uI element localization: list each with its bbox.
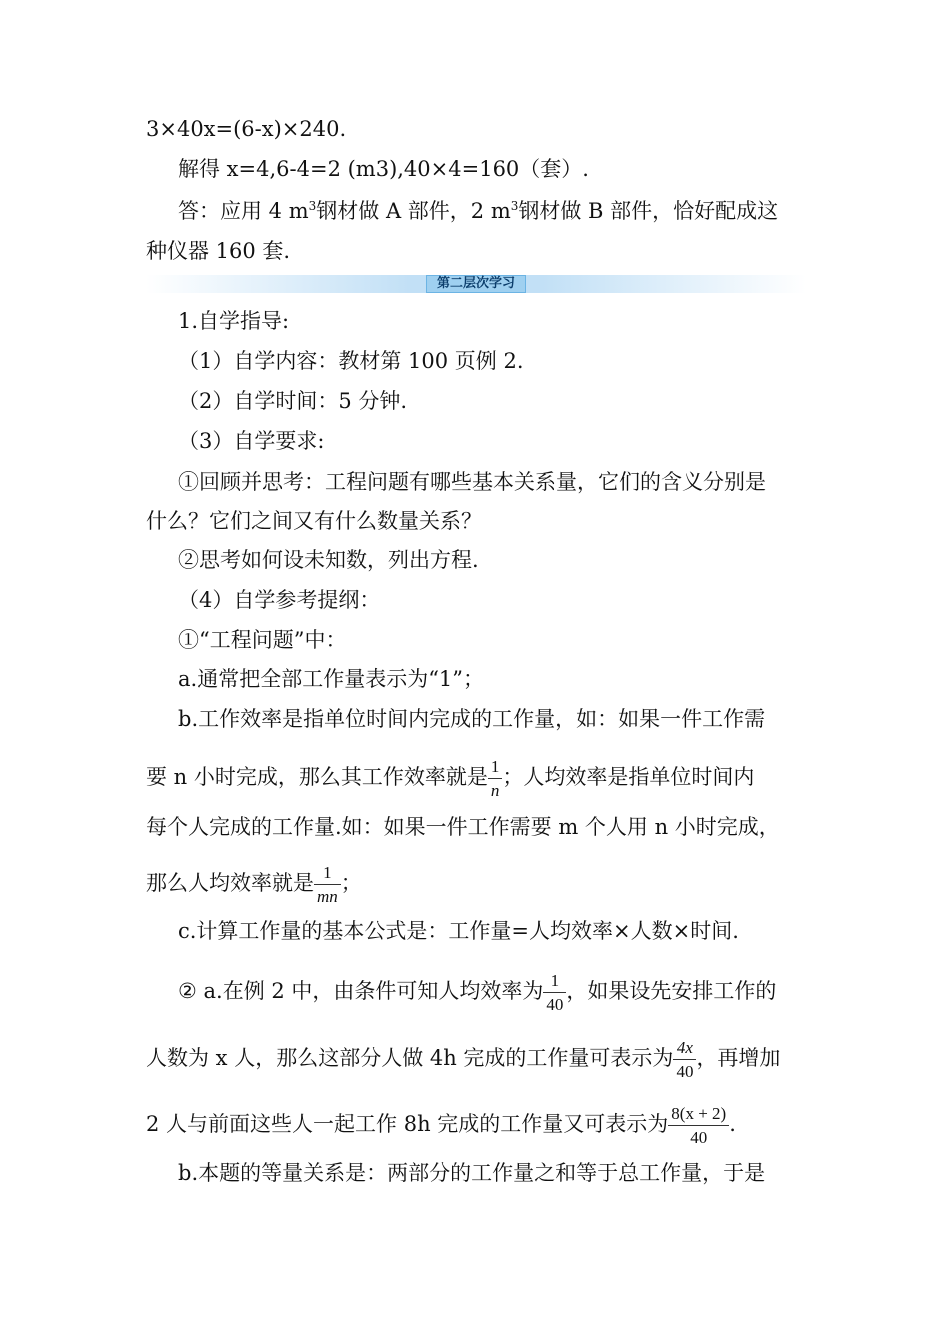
fraction-numerator: 1 xyxy=(550,971,560,990)
fraction-numerator: 4x xyxy=(676,1038,693,1057)
fraction-denominator: 40 xyxy=(690,1128,708,1147)
answer-part-1: 答：应用 4 m xyxy=(178,199,309,223)
fraction-denominator: n xyxy=(490,781,500,800)
answer-line-cont: 种仪器 160 套. xyxy=(146,239,291,263)
outline-2b: b.本题的等量关系是：两部分的工作量之和等于总工作量，于是 xyxy=(178,1161,766,1185)
text-segment: ；人均效率是指单位时间内 xyxy=(502,765,755,789)
fraction-1-over-n xyxy=(488,758,503,799)
guide-item-4: （4）自学参考提纲： xyxy=(178,588,381,612)
outline-1b-cont-3 xyxy=(146,864,362,905)
text-segment: ② a.在例 2 中，由条件可知人均效率为 xyxy=(178,979,544,1003)
section-banner-label: 第二层次学习 xyxy=(426,275,526,293)
outline-1c: c.计算工作量的基本公式是：工作量=人均效率×人数×时间. xyxy=(178,919,739,943)
text-segment: ，如果设先安排工作的 xyxy=(566,979,777,1003)
text-segment: 要 n 小时完成，那么其工作效率就是 xyxy=(146,765,488,789)
fraction-denominator: 40 xyxy=(546,995,564,1014)
text-segment: 那么人均效率就是 xyxy=(146,871,314,895)
outline-2a xyxy=(178,972,776,1013)
fraction-denominator: 40 xyxy=(676,1062,694,1081)
section-banner xyxy=(146,275,806,293)
text-segment: . xyxy=(729,1112,736,1136)
text-segment: 人数为 x 人，那么这部分人做 4h 完成的工作量可表示为 xyxy=(146,1046,674,1070)
guide-item-1: （1）自学内容：教材第 100 页例 2. xyxy=(178,349,524,373)
text-segment: 2 人与前面这些人一起工作 8h 完成的工作量又可表示为 xyxy=(146,1112,669,1136)
fraction-numerator: 1 xyxy=(323,863,332,882)
text-segment: ； xyxy=(340,871,362,895)
outline-2a-cont-2 xyxy=(146,1105,736,1146)
outline-1b: b.工作效率是指单位时间内完成的工作量，如：如果一件工作需 xyxy=(178,707,766,731)
fraction-1-over-40 xyxy=(543,972,566,1013)
guide-item-2: （2）自学时间：5 分钟. xyxy=(178,389,408,413)
fraction-numerator: 8(x + 2) xyxy=(671,1104,727,1123)
outline-1: ①“工程问题”中： xyxy=(178,628,347,652)
answer-part-3: 钢材做 B 部件，恰好配成这 xyxy=(518,199,779,223)
fraction-numerator: 1 xyxy=(490,757,500,776)
superscript-3: 3 xyxy=(308,199,317,213)
outline-1b-cont xyxy=(146,758,754,799)
requirement-2: ②思考如何设未知数，列出方程. xyxy=(178,548,479,572)
requirement-1-cont: 什么？它们之间又有什么数量关系？ xyxy=(146,509,482,533)
answer-line xyxy=(178,198,778,227)
fraction-8x2-over-40 xyxy=(668,1105,729,1146)
outline-2a-cont xyxy=(146,1039,780,1080)
guide-item-3: （3）自学要求: xyxy=(178,429,325,453)
outline-1a: a.通常把全部工作量表示为“1”； xyxy=(178,667,485,691)
equation-line: 3×40x=(6-x)×240. xyxy=(146,117,347,141)
fraction-1-over-mn xyxy=(314,864,341,905)
fraction-4x-over-40 xyxy=(673,1039,696,1080)
answer-part-2: 钢材做 A 部件，2 m xyxy=(316,199,511,223)
text-segment: ，再增加 xyxy=(696,1046,781,1070)
requirement-1: ①回顾并思考：工程问题有哪些基本关系量，它们的含义分别是 xyxy=(178,470,766,494)
outline-1b-cont-2: 每个人完成的工作量.如：如果一件工作需要 m 个人用 n 小时完成， xyxy=(146,815,780,839)
fraction-denominator: mn xyxy=(317,887,338,906)
superscript-3: 3 xyxy=(510,199,519,213)
guide-heading: 1.自学指导: xyxy=(178,309,290,333)
solution-line: 解得 x=4,6-4=2 (m3),40×4=160（套）. xyxy=(178,157,589,181)
